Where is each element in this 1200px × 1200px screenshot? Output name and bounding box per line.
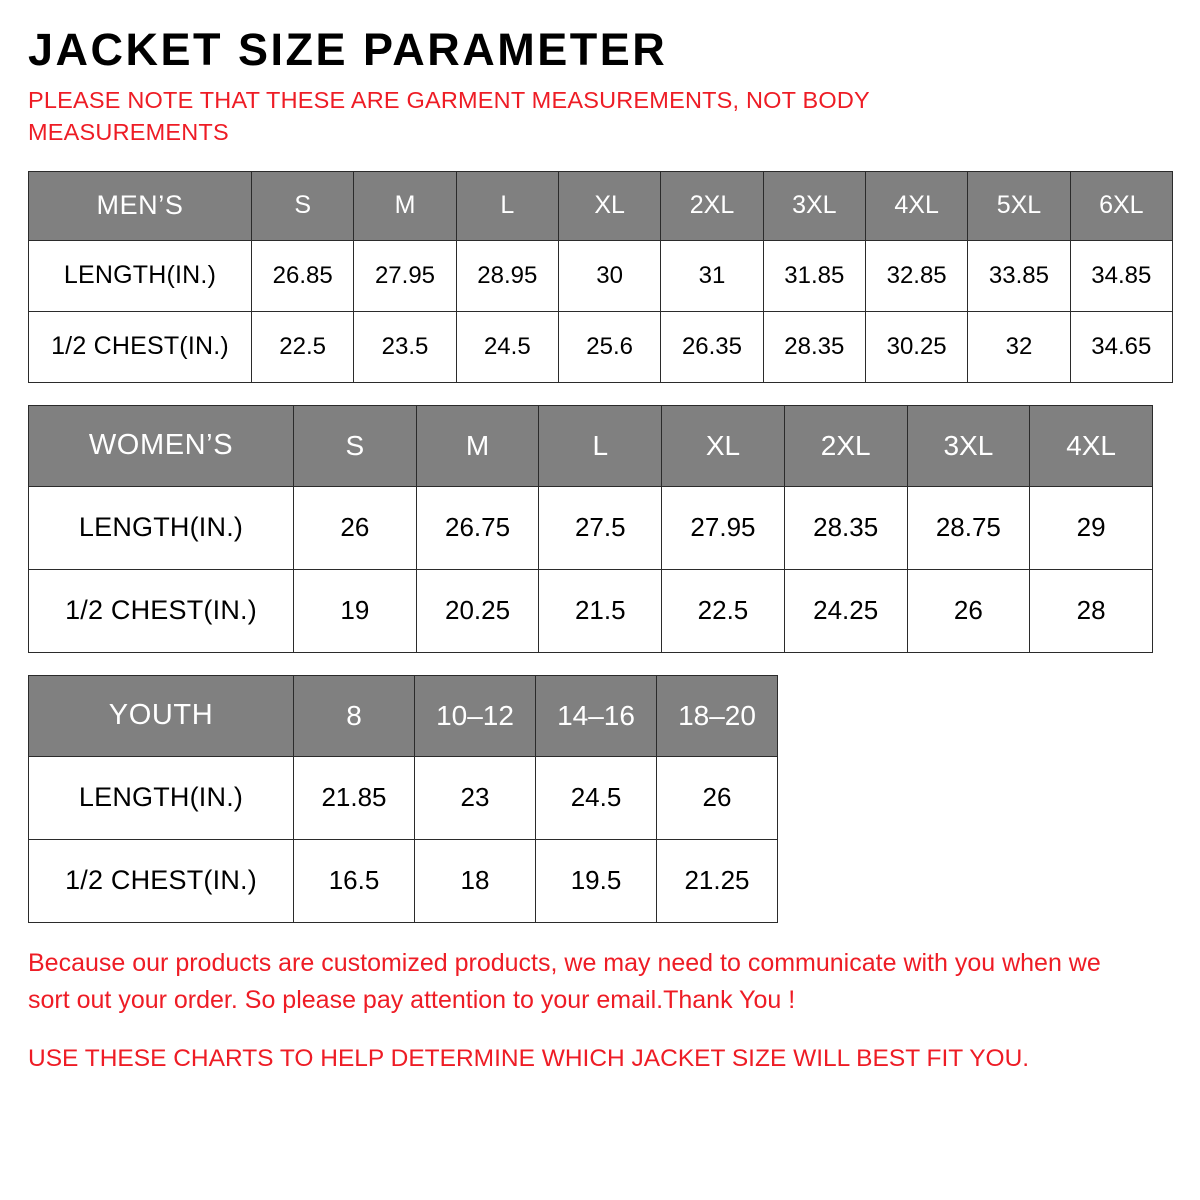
womens-cell: 19 [294,569,417,652]
mens-cell: 32 [968,311,1070,382]
mens-cell: 23.5 [354,311,456,382]
mens-table-body [29,240,1173,382]
mens-cell: 30.25 [865,311,967,382]
mens-cell: 22.5 [252,311,354,382]
womens-size-header: 4XL [1030,405,1153,486]
womens-cell: 26 [294,486,417,569]
mens-cell: 26.35 [661,311,763,382]
mens-table-head [29,171,1173,240]
womens-cell: 20.25 [416,569,539,652]
womens-header-label: WOMEN’S [29,405,294,486]
womens-cell: 27.95 [662,486,785,569]
mens-cell: 26.85 [252,240,354,311]
womens-cell: 26.75 [416,486,539,569]
mens-size-header: S [252,171,354,240]
mens-size-header: 4XL [865,171,967,240]
mens-cell: 30 [558,240,660,311]
youth-cell: 18 [415,839,536,922]
youth-cell: 24.5 [536,756,657,839]
womens-size-header: M [416,405,539,486]
garment-measurement-note: PLEASE NOTE THAT THESE ARE GARMENT MEASUREMENTS, NOT BODY MEASUREMENTS [28,87,870,145]
mens-header-label: MEN’S [29,171,252,240]
youth-size-header: 10–12 [415,675,536,756]
table-row [29,756,778,839]
mens-cell: 34.65 [1070,311,1172,382]
womens-row-label: LENGTH(IN.) [29,486,294,569]
mens-cell: 31 [661,240,763,311]
womens-size-table [28,405,1153,653]
table-row [29,311,1173,382]
mens-row-label: 1/2 CHEST(IN.) [29,311,252,382]
youth-size-header: 8 [294,675,415,756]
youth-cell: 19.5 [536,839,657,922]
mens-size-header: M [354,171,456,240]
womens-cell: 24.25 [784,569,907,652]
womens-table-body [29,486,1153,652]
womens-size-header: L [539,405,662,486]
chart-usage-note: USE THESE CHARTS TO HELP DETERMINE WHICH JACKET SIZE WILL BEST FIT YOU. [28,1044,1030,1072]
table-row [29,486,1153,569]
mens-cell: 27.95 [354,240,456,311]
womens-cell: 21.5 [539,569,662,652]
youth-size-header: 18–20 [657,675,778,756]
womens-cell: 28 [1030,569,1153,652]
youth-cell: 21.85 [294,756,415,839]
mens-size-header: 2XL [661,171,763,240]
customization-note: Because our products are customized products, we may need to communicate with you when we sort out your order. So please pay attention to your email.Thank You ! [28,948,1101,1015]
womens-size-header: 2XL [784,405,907,486]
mens-cell: 32.85 [865,240,967,311]
womens-cell: 22.5 [662,569,785,652]
womens-row-label: 1/2 CHEST(IN.) [29,569,294,652]
table-row [29,240,1173,311]
mens-size-header: 3XL [763,171,865,240]
womens-cell: 28.35 [784,486,907,569]
mens-size-header: 5XL [968,171,1070,240]
youth-table-body [29,756,778,922]
womens-size-header: 3XL [907,405,1030,486]
youth-table-head [29,675,778,756]
mens-size-header: 6XL [1070,171,1172,240]
youth-size-header: 14–16 [536,675,657,756]
table-header-row [29,171,1173,240]
youth-size-table [28,675,778,923]
youth-cell: 16.5 [294,839,415,922]
mens-row-label: LENGTH(IN.) [29,240,252,311]
womens-table-head [29,405,1153,486]
youth-header-label: YOUTH [29,675,294,756]
mens-cell: 33.85 [968,240,1070,311]
womens-cell: 26 [907,569,1030,652]
table-row [29,839,778,922]
mens-cell: 34.85 [1070,240,1172,311]
mens-cell: 25.6 [558,311,660,382]
mens-size-header: L [456,171,558,240]
youth-cell: 21.25 [657,839,778,922]
womens-size-header: S [294,405,417,486]
womens-cell: 27.5 [539,486,662,569]
table-row [29,569,1153,652]
table-header-row [29,675,778,756]
womens-cell: 28.75 [907,486,1030,569]
youth-cell: 23 [415,756,536,839]
youth-cell: 26 [657,756,778,839]
youth-row-label: LENGTH(IN.) [29,756,294,839]
mens-size-header: XL [558,171,660,240]
mens-cell: 28.35 [763,311,865,382]
mens-size-table [28,171,1173,383]
page-title: JACKET SIZE PARAMETER [28,24,668,75]
mens-cell: 24.5 [456,311,558,382]
mens-cell: 28.95 [456,240,558,311]
table-header-row [29,405,1153,486]
womens-cell: 29 [1030,486,1153,569]
womens-size-header: XL [662,405,785,486]
youth-row-label: 1/2 CHEST(IN.) [29,839,294,922]
mens-cell: 31.85 [763,240,865,311]
